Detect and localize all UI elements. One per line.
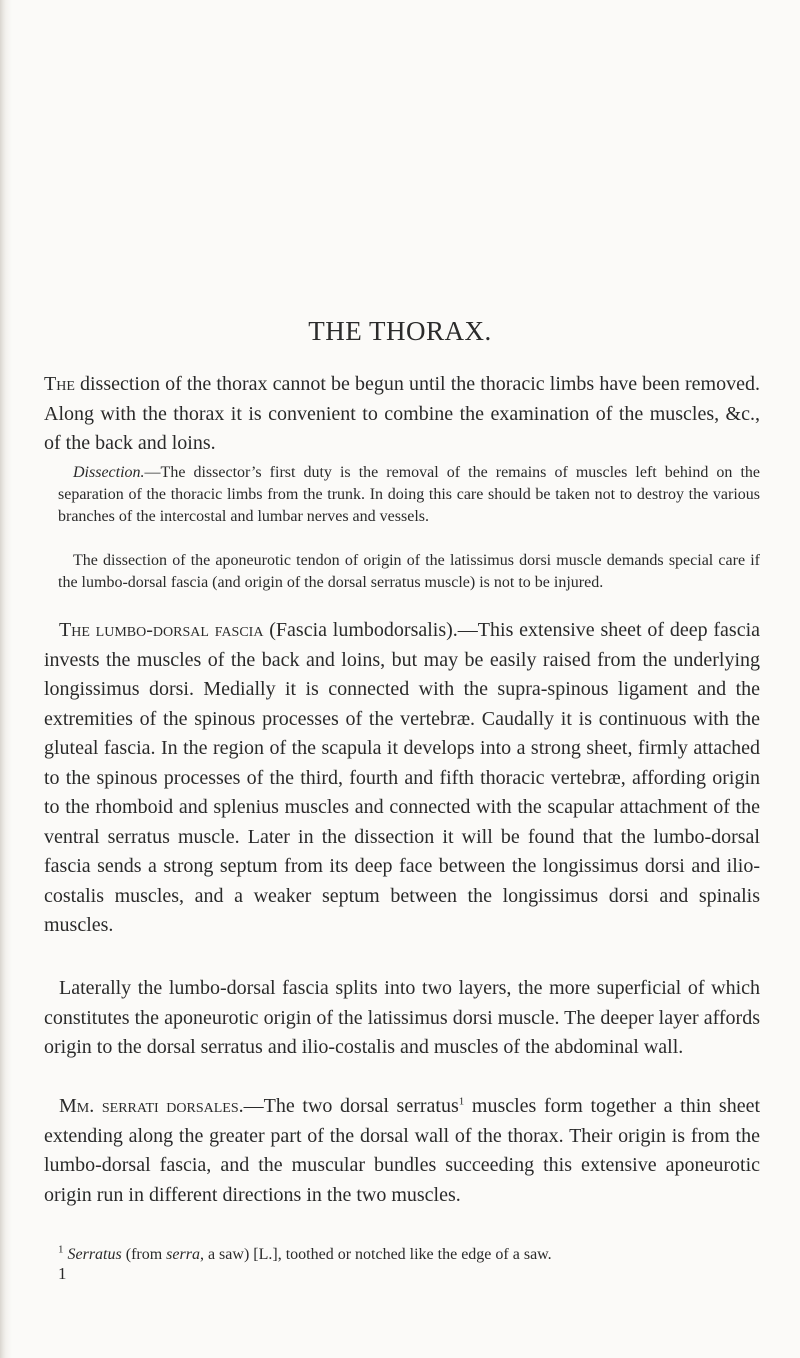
serrati-text-1: —The two dorsal serratus	[243, 1095, 459, 1117]
lumbodorsal-lead: The lumbo-dorsal fascia	[59, 619, 264, 641]
dissection-text-2: The dissection of the aponeurotic tendon of origin of the latissimus dorsi muscle demands special care if the lumbo-dorsal fascia (and origin of the dorsal serratus muscle) is not to be injured.	[58, 552, 760, 591]
footnote-text-2: , a saw) [L.], toothed or notched like the edge of a saw.	[199, 1246, 552, 1263]
dissection-label: Dissection.	[73, 464, 145, 481]
footnote-term: Serratus	[67, 1246, 122, 1263]
serrati-lead: Mm. serrati dorsales.	[59, 1095, 244, 1117]
page-number: 1	[58, 1264, 67, 1283]
lumbodorsal-text: (Fascia lumbodorsalis).—This extensive sheet of deep fascia invests the muscles of the back and loins, but may be easily raised from the underlying longissimus dorsi. Medially it is connected with the supra-spinous ligament and the extremities of the spinous processes of the vertebræ. Caudally it is continuous with the gluteal fascia. In the region of the scapula it develops into a strong sheet, firmly attached to the spinous processes of the third, fourth and fifth thoracic vertebræ, affording origin to the rhomboid and splenius muscles and connected with the scapular attachment of the ventral serratus muscle. Later in the dissection it will be found that the lumbo-dorsal fascia sends a strong septum from its deep face between the longissimus dorsi and ilio-costalis muscles, and a weaker septum between the longissimus dorsi and spinalis muscles.	[44, 619, 760, 936]
serrati-text-2: muscles form together a thin sheet extending along the greater part of the dorsal wall of the thorax. Their origin is from the lumbo-dorsal fascia, and the muscular bundles succeeding this extensive aponeurotic origin run in different directions in the two muscles.	[44, 1095, 761, 1206]
page-title: THE THORAX.	[308, 316, 492, 346]
footnote-term-2: serra	[166, 1246, 200, 1263]
dissection-paragraph-2	[58, 550, 760, 594]
page-edge-shadow	[0, 0, 12, 1358]
dissection-paragraph	[58, 462, 760, 527]
footnote-text-1: (from	[121, 1246, 167, 1263]
intro-lead: The	[44, 373, 75, 395]
footnote-reference: 1	[458, 1095, 465, 1108]
dissection-text-1: —The dissector’s first duty is the removal of the remains of muscles left behind on the separation of the thoracic limbs from the trunk. In doing this care should be taken not to destroy the various branches of the intercostal and lumbar nerves and vessels.	[58, 464, 760, 525]
footnote-mark: 1	[58, 1243, 64, 1256]
intro-paragraph	[44, 370, 760, 459]
laterally-paragraph	[44, 974, 760, 1063]
footnote	[58, 1244, 760, 1265]
serrati-paragraph	[44, 1092, 760, 1210]
lumbodorsal-paragraph	[44, 616, 760, 941]
intro-text: dissection of the thorax cannot be begun until the thoracic limbs have been removed. Along with the thorax it is convenient to combine the examination of the muscles, &c., of the back and loins.	[44, 373, 760, 454]
laterally-text: Laterally the lumbo-dorsal fascia splits into two layers, the more superficial of which constitutes the aponeurotic origin of the latissimus dorsi muscle. The deeper layer affords origin to the dorsal serratus and ilio-costalis and muscles of the abdominal wall.	[44, 977, 760, 1058]
